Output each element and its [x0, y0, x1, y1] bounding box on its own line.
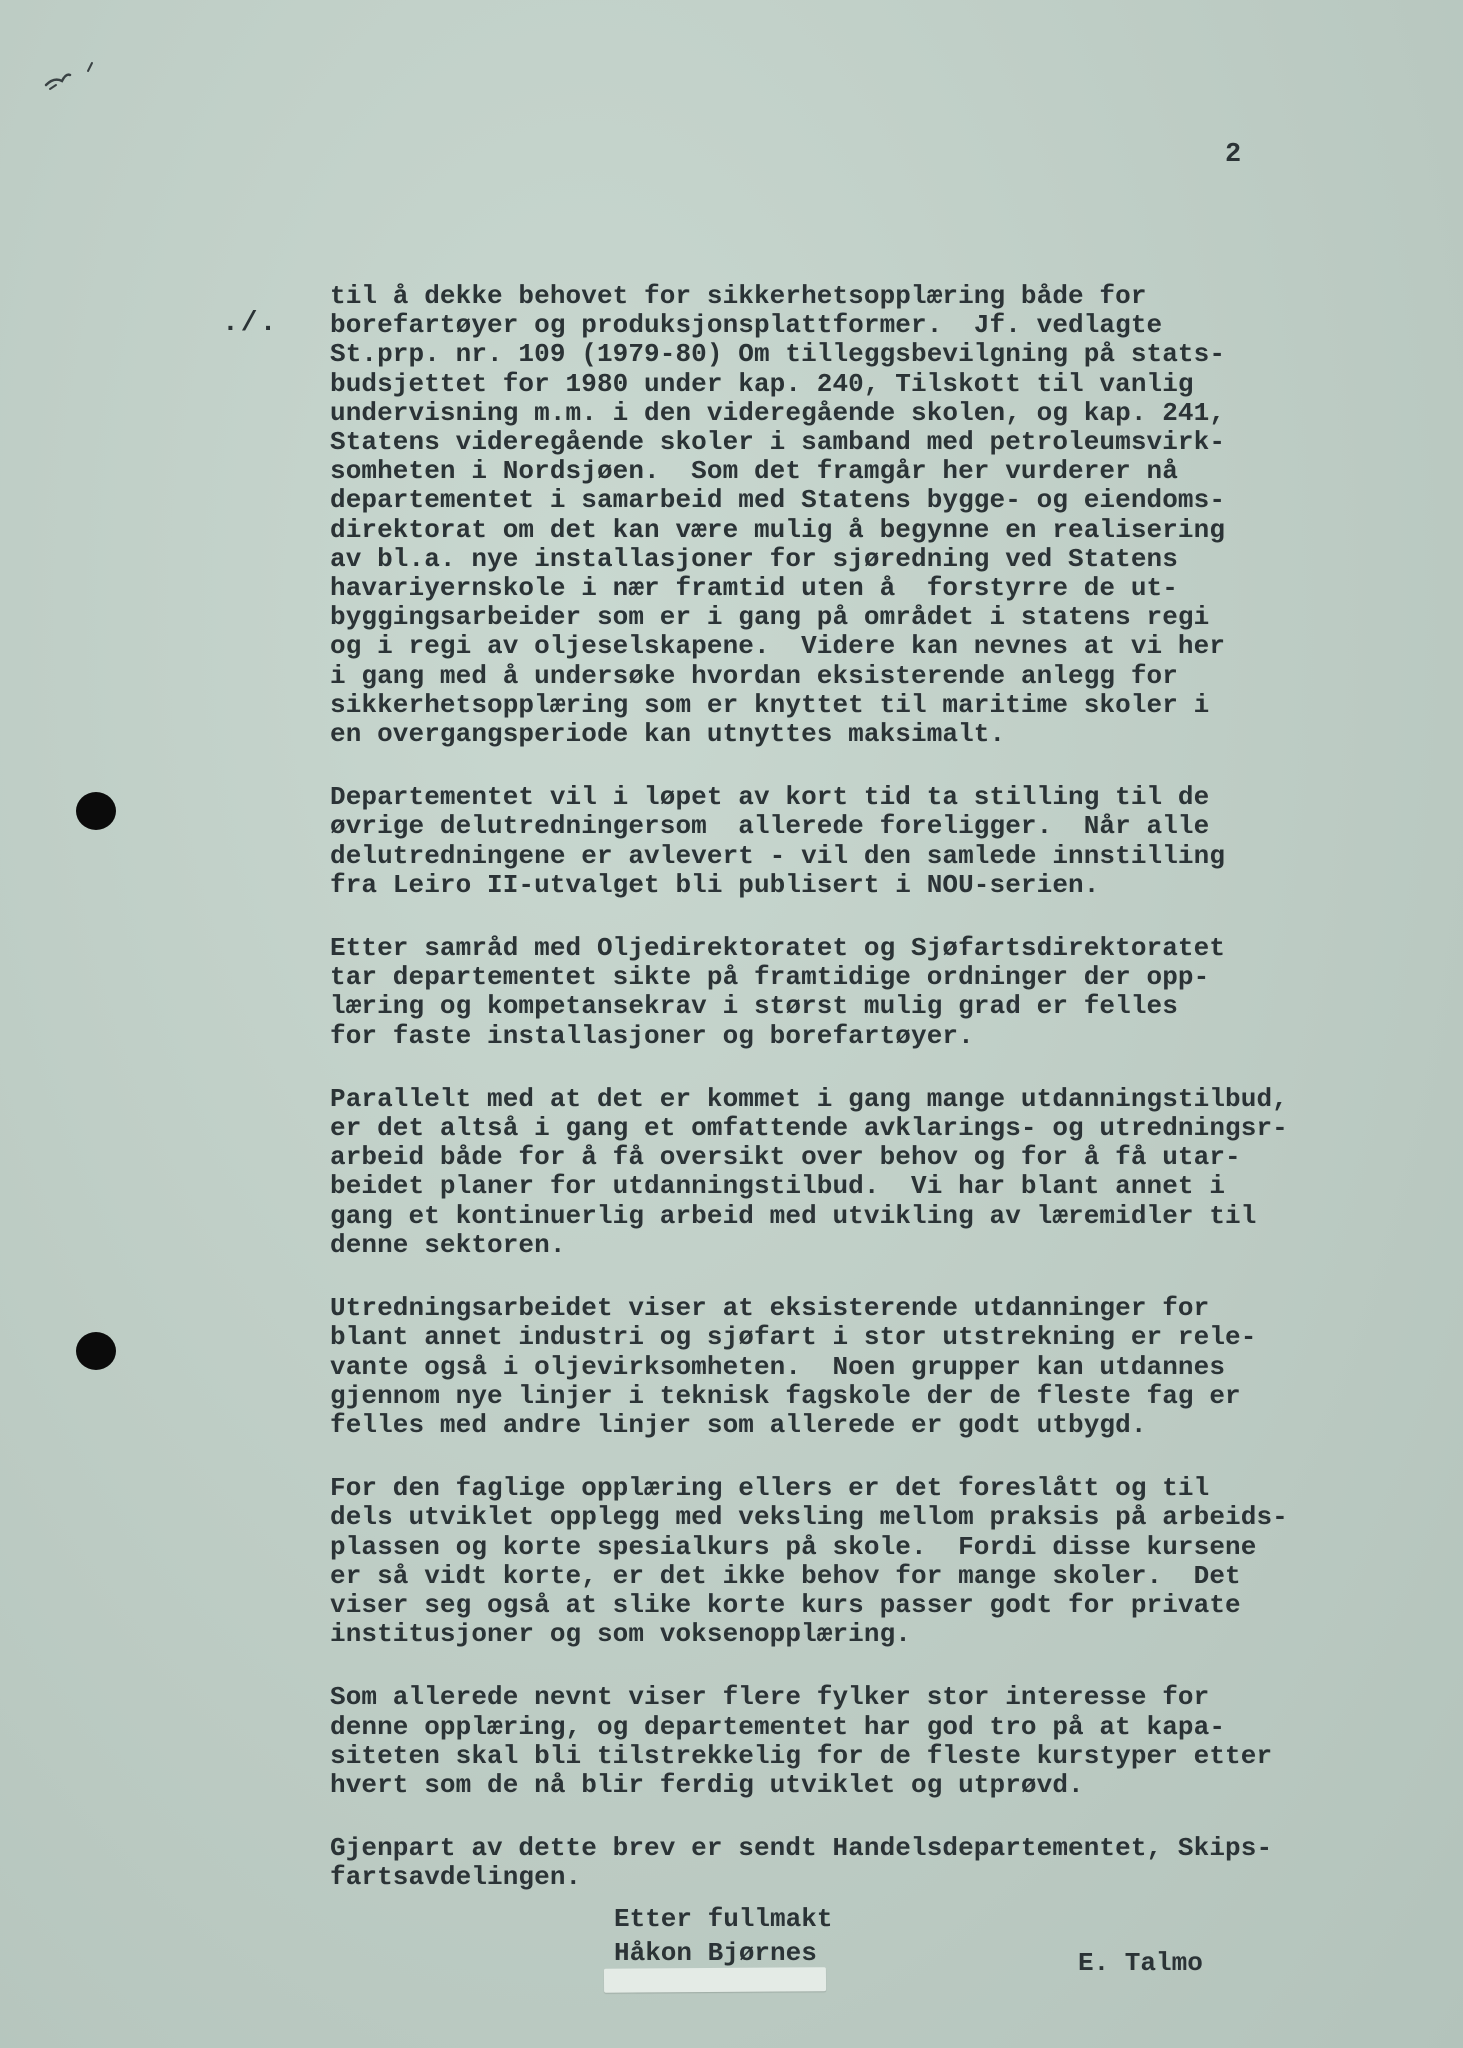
text-line: denne sektoren. [330, 1229, 566, 1260]
text-line: viser seg også at slike korte kurs passer godt for private [330, 1589, 1241, 1620]
letter-body [330, 282, 1390, 1927]
text-line: tar departementet sikte på framtidige ordninger der opp- [330, 962, 1210, 993]
text-line: St.prp. nr. 109 (1979-80) Om tilleggsbevilgning på stats- [330, 339, 1226, 370]
text-line: Utredningsarbeidet viser at eksisterende utdanninger for [330, 1293, 1210, 1324]
punch-hole-bottom [76, 1332, 116, 1370]
text-line: er det altså i gang et omfattende avklarings- og utredningsr- [330, 1113, 1288, 1144]
text-line: dels utviklet opplegg med veksling mellom praksis på arbeids- [330, 1502, 1288, 1533]
text-line: delutredningene er avlevert - vil den samlede innstilling [330, 840, 1226, 871]
text-line: til å dekke behovet for sikkerhetsopplæring både for [330, 281, 1147, 311]
text-line: Som allerede nevnt viser flere fylker stor interesse for [330, 1682, 1210, 1713]
text-line: blant annet industri og sjøfart i stor utstrekning er rele- [330, 1322, 1257, 1353]
text-line: Statens videregående skoler i samband med petroleumsvirk- [330, 427, 1226, 458]
paragraph [330, 282, 1390, 749]
text-line: plassen og korte spesialkurs på skole. Fordi disse kursene [330, 1531, 1257, 1562]
text-line: av bl.a. nye installasjoner for sjøredning ved Statens [330, 543, 1178, 574]
text-line: gang et kontinuerlig arbeid med utvikling av læremidler til [330, 1200, 1257, 1231]
text-line: Parallelt med at det er kommet i gang mange utdanningstilbud, [330, 1083, 1288, 1114]
text-line: For den faglige opplæring ellers er det foreslått og til [330, 1473, 1210, 1504]
text-line: vante også i oljevirksomheten. Noen grupper kan utdannes [330, 1351, 1226, 1382]
text-line: gjennom nye linjer i teknisk fagskole der de fleste fag er [330, 1380, 1241, 1411]
signer-right-name: E. Talmo [1078, 1948, 1203, 1978]
text-line: sikkerhetsopplæring som er knyttet til maritime skoler i [330, 689, 1210, 720]
text-line: departementet i samarbeid med Statens bygge- og eiendoms- [330, 485, 1226, 516]
text-line: for faste installasjoner og borefartøyer. [330, 1020, 974, 1051]
enclosure-margin-mark: ./. [222, 308, 279, 339]
text-line: undervisning m.m. i den videregående skolen, og kap. 241, [330, 397, 1226, 428]
text-line: byggingsarbeider som er i gang på området i statens regi [330, 602, 1210, 633]
text-line: Departementet vil i løpet av kort tid ta stilling til de [330, 782, 1210, 813]
text-line: i gang med å undersøke hvordan eksisterende anlegg for [330, 660, 1178, 691]
text-line: og i regi av oljeselskapene. Videre kan nevnes at vi her [330, 631, 1226, 662]
signer-left-name: Håkon Bjørnes [614, 1938, 817, 1968]
text-line: felles med andre linjer som allerede er godt utbygd. [330, 1409, 1147, 1440]
paragraph [330, 1294, 1390, 1440]
signature-authority: Etter fullmakt [614, 1904, 833, 1934]
text-line: direktorat om det kan være mulig å begynne en realisering [330, 514, 1226, 545]
text-line: læring og kompetansekrav i størst mulig grad er felles [330, 991, 1178, 1022]
text-line: Etter samråd med Oljedirektoratet og Sjøfartsdirektoratet [330, 933, 1226, 964]
text-line: borefartøyer og produksjonsplattformer. Jf. vedlagte [330, 310, 1163, 341]
text-line: fartsavdelingen. [330, 1862, 582, 1893]
text-line: Gjenpart av dette brev er sendt Handelsdepartementet, Skips- [330, 1833, 1273, 1864]
text-line: er så vidt korte, er det ikke behov for mange skoler. Det [330, 1560, 1241, 1591]
text-line: denne opplæring, og departementet har god tro på at kapa- [330, 1711, 1226, 1742]
text-line: havariyernskole i nær framtid uten å forstyrre de ut- [330, 573, 1178, 604]
paragraph [330, 1085, 1390, 1260]
text-line: somheten i Nordsjøen. Som det framgår her vurderer nå [330, 456, 1178, 487]
text-line: beidet planer for utdanningstilbud. Vi har blant annet i [330, 1171, 1226, 1202]
paragraph [330, 1474, 1390, 1649]
punch-hole-top [76, 792, 116, 830]
text-line: en overgangsperiode kan utnyttes maksimalt. [330, 719, 1006, 750]
text-line: arbeid både for å få oversikt over behov og for å få utar- [330, 1142, 1241, 1173]
paragraph [330, 1683, 1390, 1800]
pencil-mark-icon [40, 55, 110, 95]
text-line: hvert som de nå blir ferdig utviklet og utprøvd. [330, 1769, 1084, 1800]
signature-tape-strip [604, 1967, 826, 1993]
text-line: fra Leiro II-utvalget bli publisert i NOU-serien. [330, 869, 1100, 900]
text-line: budsjettet for 1980 under kap. 240, Tilskott til vanlig [330, 368, 1194, 399]
text-line: institusjoner og som voksenopplæring. [330, 1619, 911, 1650]
paragraph [330, 1834, 1390, 1892]
text-line: øvrige delutredningersom allerede foreligger. Når alle [330, 811, 1210, 842]
signature-block [614, 1902, 832, 1970]
paragraph [330, 934, 1390, 1051]
page-number: 2 [1225, 140, 1242, 170]
paragraph [330, 783, 1390, 900]
text-line: siteten skal bli tilstrekkelig for de fleste kurstyper etter [330, 1740, 1273, 1771]
